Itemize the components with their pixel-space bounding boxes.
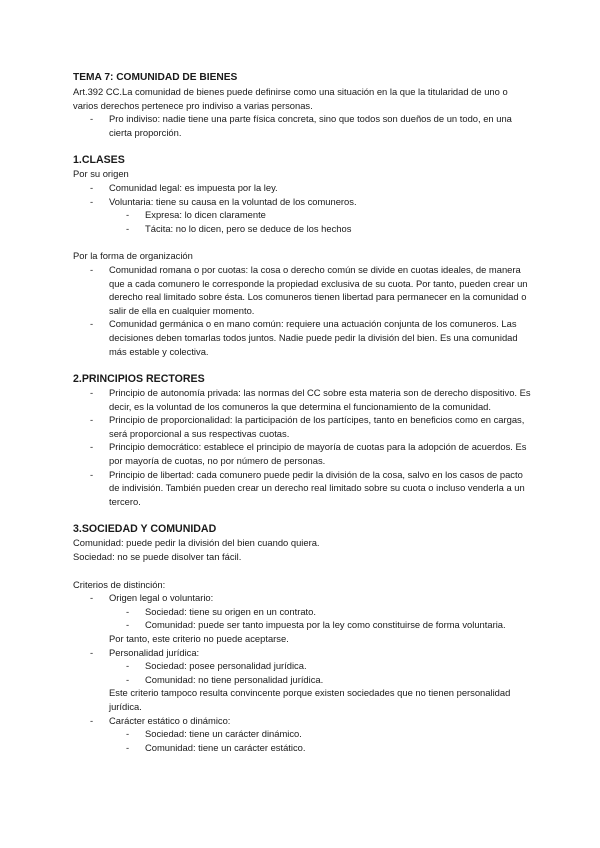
list-item: - Comunidad romana o por cuotas: la cosa o derecho común se divide en cuotas ideales, de manera que a cada comunero le corresponde la propiedad exclusiva de su cuota. Por tanto, pueden crear un derecho real limitado sobre ésta. Los comuneros tienen libertad para permanecer en la comunidad o salir de ella en cualquier momento. <box>73 263 533 317</box>
criterio-item <box>73 714 533 755</box>
criterio-sublist <box>109 659 533 686</box>
criterios-list <box>73 591 533 754</box>
origen-label: Por su origen <box>73 168 129 180</box>
sublist-item: - Sociedad: tiene un carácter dinámico. <box>73 727 533 741</box>
criterio-sublist <box>109 727 533 754</box>
list-item: - Pro indiviso: nadie tiene una parte física concreta, sino que todos son dueños de un todo, en una cierta proporción. <box>73 112 533 139</box>
forma-label: Por la forma de organización <box>73 250 193 262</box>
principios-list <box>73 386 533 508</box>
list-item: - Principio de libertad: cada comunero puede pedir la división de la cosa, salvo en los casos de pacto de indivisión. También pueden crear un derecho real limitado sobre su cuota o incluso venderla a un tercero. <box>73 468 533 509</box>
sublist-item: - Comunidad: no tiene personalidad jurídica. <box>73 673 533 687</box>
comunidad-line: Comunidad: puede pedir la división del bien cuando quiera. <box>73 537 320 549</box>
sublist-item: - Comunidad: tiene un carácter estático. <box>73 741 533 755</box>
list-item: - Principio de autonomía privada: las normas del CC sobre esta materia son de derecho dispositivo. Es decir, es la voluntad de los comuneros la que determina el funcionamiento de la comunidad. <box>73 386 533 413</box>
criterio-label: Carácter estático o dinámico: <box>109 714 231 726</box>
sublist-item: - Sociedad: tiene su origen en un contrato. <box>73 605 533 619</box>
list-item: - Principio democrático: establece el principio de mayoría de cuotas para la adopción de acuerdos. Es por mayoría de cuotas, no por número de personas. <box>73 440 533 467</box>
criterio-item <box>73 646 533 714</box>
list-item: - Comunidad germánica o en mano común: requiere una actuación conjunta de los comuneros. Las decisiones deben tomarlas todos juntos. Nadie puede pedir la división del bien. Es una comunidad más estable y colectiva. <box>73 317 533 358</box>
sociedad-line: Sociedad: no se puede disolver tan fácil. <box>73 551 242 563</box>
section-heading-principios: 2.PRINCIPIOS RECTORES <box>73 373 205 386</box>
section-heading-clases: 1.CLASES <box>73 154 125 167</box>
sublist-item: - Sociedad: posee personalidad jurídica. <box>73 659 533 673</box>
criterio-note: Este criterio tampoco resulta convincente porque existen sociedades que no tienen personalidad jurídica. <box>109 687 511 712</box>
list-item: - Principio de proporcionalidad: la participación de los partícipes, tanto en beneficios como en cargas, será proporcional a sus respectivas cuotas. <box>73 413 533 440</box>
voluntaria-sublist <box>109 208 533 235</box>
list-item-text: Voluntaria: tiene su causa en la voluntad de los comuneros. <box>109 195 357 207</box>
section-heading-sociedad: 3.SOCIEDAD Y COMUNIDAD <box>73 523 217 536</box>
origen-list <box>73 181 533 235</box>
criterio-note: Por tanto, este criterio no puede aceptarse. <box>109 633 289 644</box>
list-item <box>73 195 533 236</box>
forma-list <box>73 263 533 358</box>
criterios-label: Criterios de distinción: <box>73 578 166 590</box>
sublist-item: - Expresa: lo dicen claramente <box>73 208 533 222</box>
criterio-sublist <box>109 605 533 632</box>
criterio-label: Personalidad jurídica: <box>109 646 200 658</box>
intro-paragraph: Art.392 CC.La comunidad de bienes puede definirse como una situación en la que la titularidad de uno o varios derechos pertenece pro indiviso a varias personas. <box>73 86 508 111</box>
intro-list <box>73 112 533 139</box>
criterio-label: Origen legal o voluntario: <box>109 592 214 604</box>
criterio-item <box>73 591 533 645</box>
sublist-item: - Tácita: no lo dicen, pero se deduce de los hechos <box>73 222 533 236</box>
document-page <box>73 71 533 754</box>
document-title: TEMA 7: COMUNIDAD DE BIENES <box>73 72 238 83</box>
list-item: - Comunidad legal: es impuesta por la ley. <box>73 181 533 195</box>
sublist-item: - Comunidad: puede ser tanto impuesta por la ley como constituirse de forma voluntaria. <box>73 618 533 632</box>
